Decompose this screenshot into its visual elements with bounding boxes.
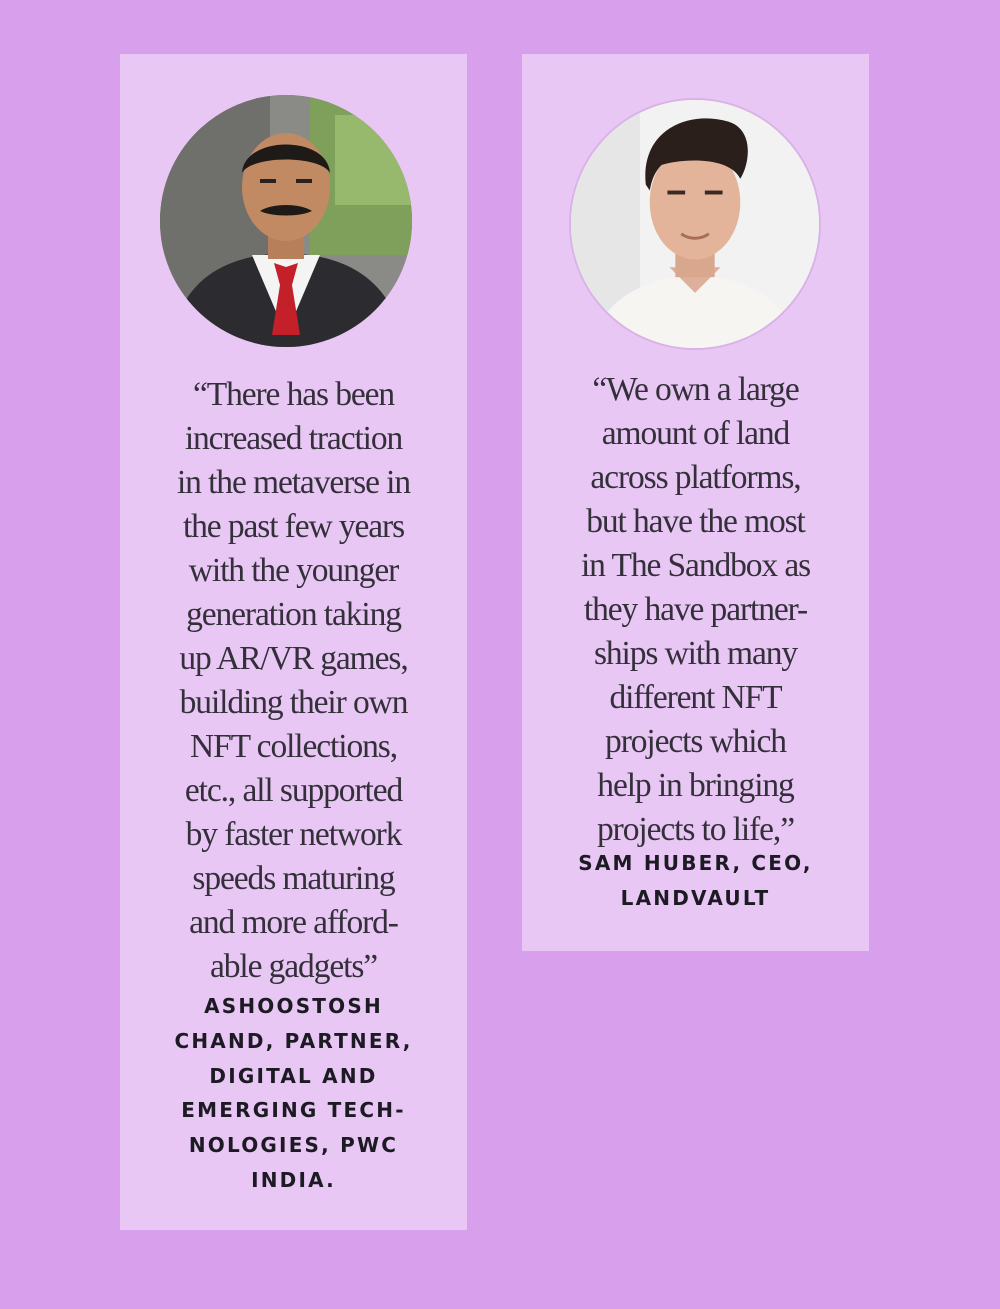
quote-line: ships with many	[593, 635, 798, 672]
quote-line: help in bringing	[597, 767, 794, 804]
quote-text	[532, 368, 859, 852]
attribution-line: ASHOOSTOSH	[204, 994, 383, 1018]
attribution-line: INDIA.	[251, 1167, 336, 1192]
quote-line: “There has been	[192, 376, 395, 413]
quote-text	[130, 373, 457, 989]
attribution	[130, 989, 457, 1198]
quote-line: “We own a large	[592, 371, 799, 408]
attribution-line: DIGITAL AND	[209, 1063, 378, 1088]
attribution-line: CHAND, PARTNER,	[174, 1028, 413, 1053]
quote-line: in the metaverse in	[176, 464, 411, 501]
quote-line: in The Sandbox as	[580, 547, 811, 584]
quote-line: and more afford-	[189, 904, 398, 941]
quote-line: building their own	[179, 684, 408, 721]
quote-line: up AR/VR games,	[179, 640, 408, 677]
portrait-photo	[160, 95, 412, 347]
quote-line: projects which	[605, 723, 786, 760]
attribution	[532, 846, 859, 916]
quote-card-left	[120, 54, 467, 1230]
quote-line: with the younger	[188, 552, 399, 589]
quote-line: increased traction	[184, 420, 403, 457]
attribution-line: EMERGING TECH-	[181, 1098, 406, 1123]
portrait-photo	[569, 98, 821, 350]
quote-line: able gadgets”	[209, 948, 378, 985]
quote-line: NFT collections,	[190, 728, 397, 765]
quote-line: but have the most	[586, 503, 805, 540]
quote-line: they have partner-	[583, 591, 808, 628]
attribution-line: SAM HUBER, CEO,	[578, 851, 813, 875]
attribution-line: LANDVAULT	[620, 885, 771, 910]
portrait-illustration	[160, 95, 412, 347]
quote-card-right	[522, 54, 869, 951]
quote-line: generation taking	[186, 596, 401, 633]
quote-line: the past few years	[182, 508, 405, 545]
attribution-line: NOLOGIES, PWC	[188, 1133, 399, 1158]
quote-line: different NFT	[609, 679, 782, 716]
quote-line: projects to life,”	[597, 811, 794, 848]
quote-line: across platforms,	[590, 459, 801, 496]
quote-line: etc., all supported	[184, 772, 403, 809]
quote-line: speeds maturing	[192, 860, 395, 897]
portrait-illustration	[571, 100, 819, 348]
quote-line: by faster network	[185, 816, 402, 853]
quote-line: amount of land	[601, 415, 790, 452]
